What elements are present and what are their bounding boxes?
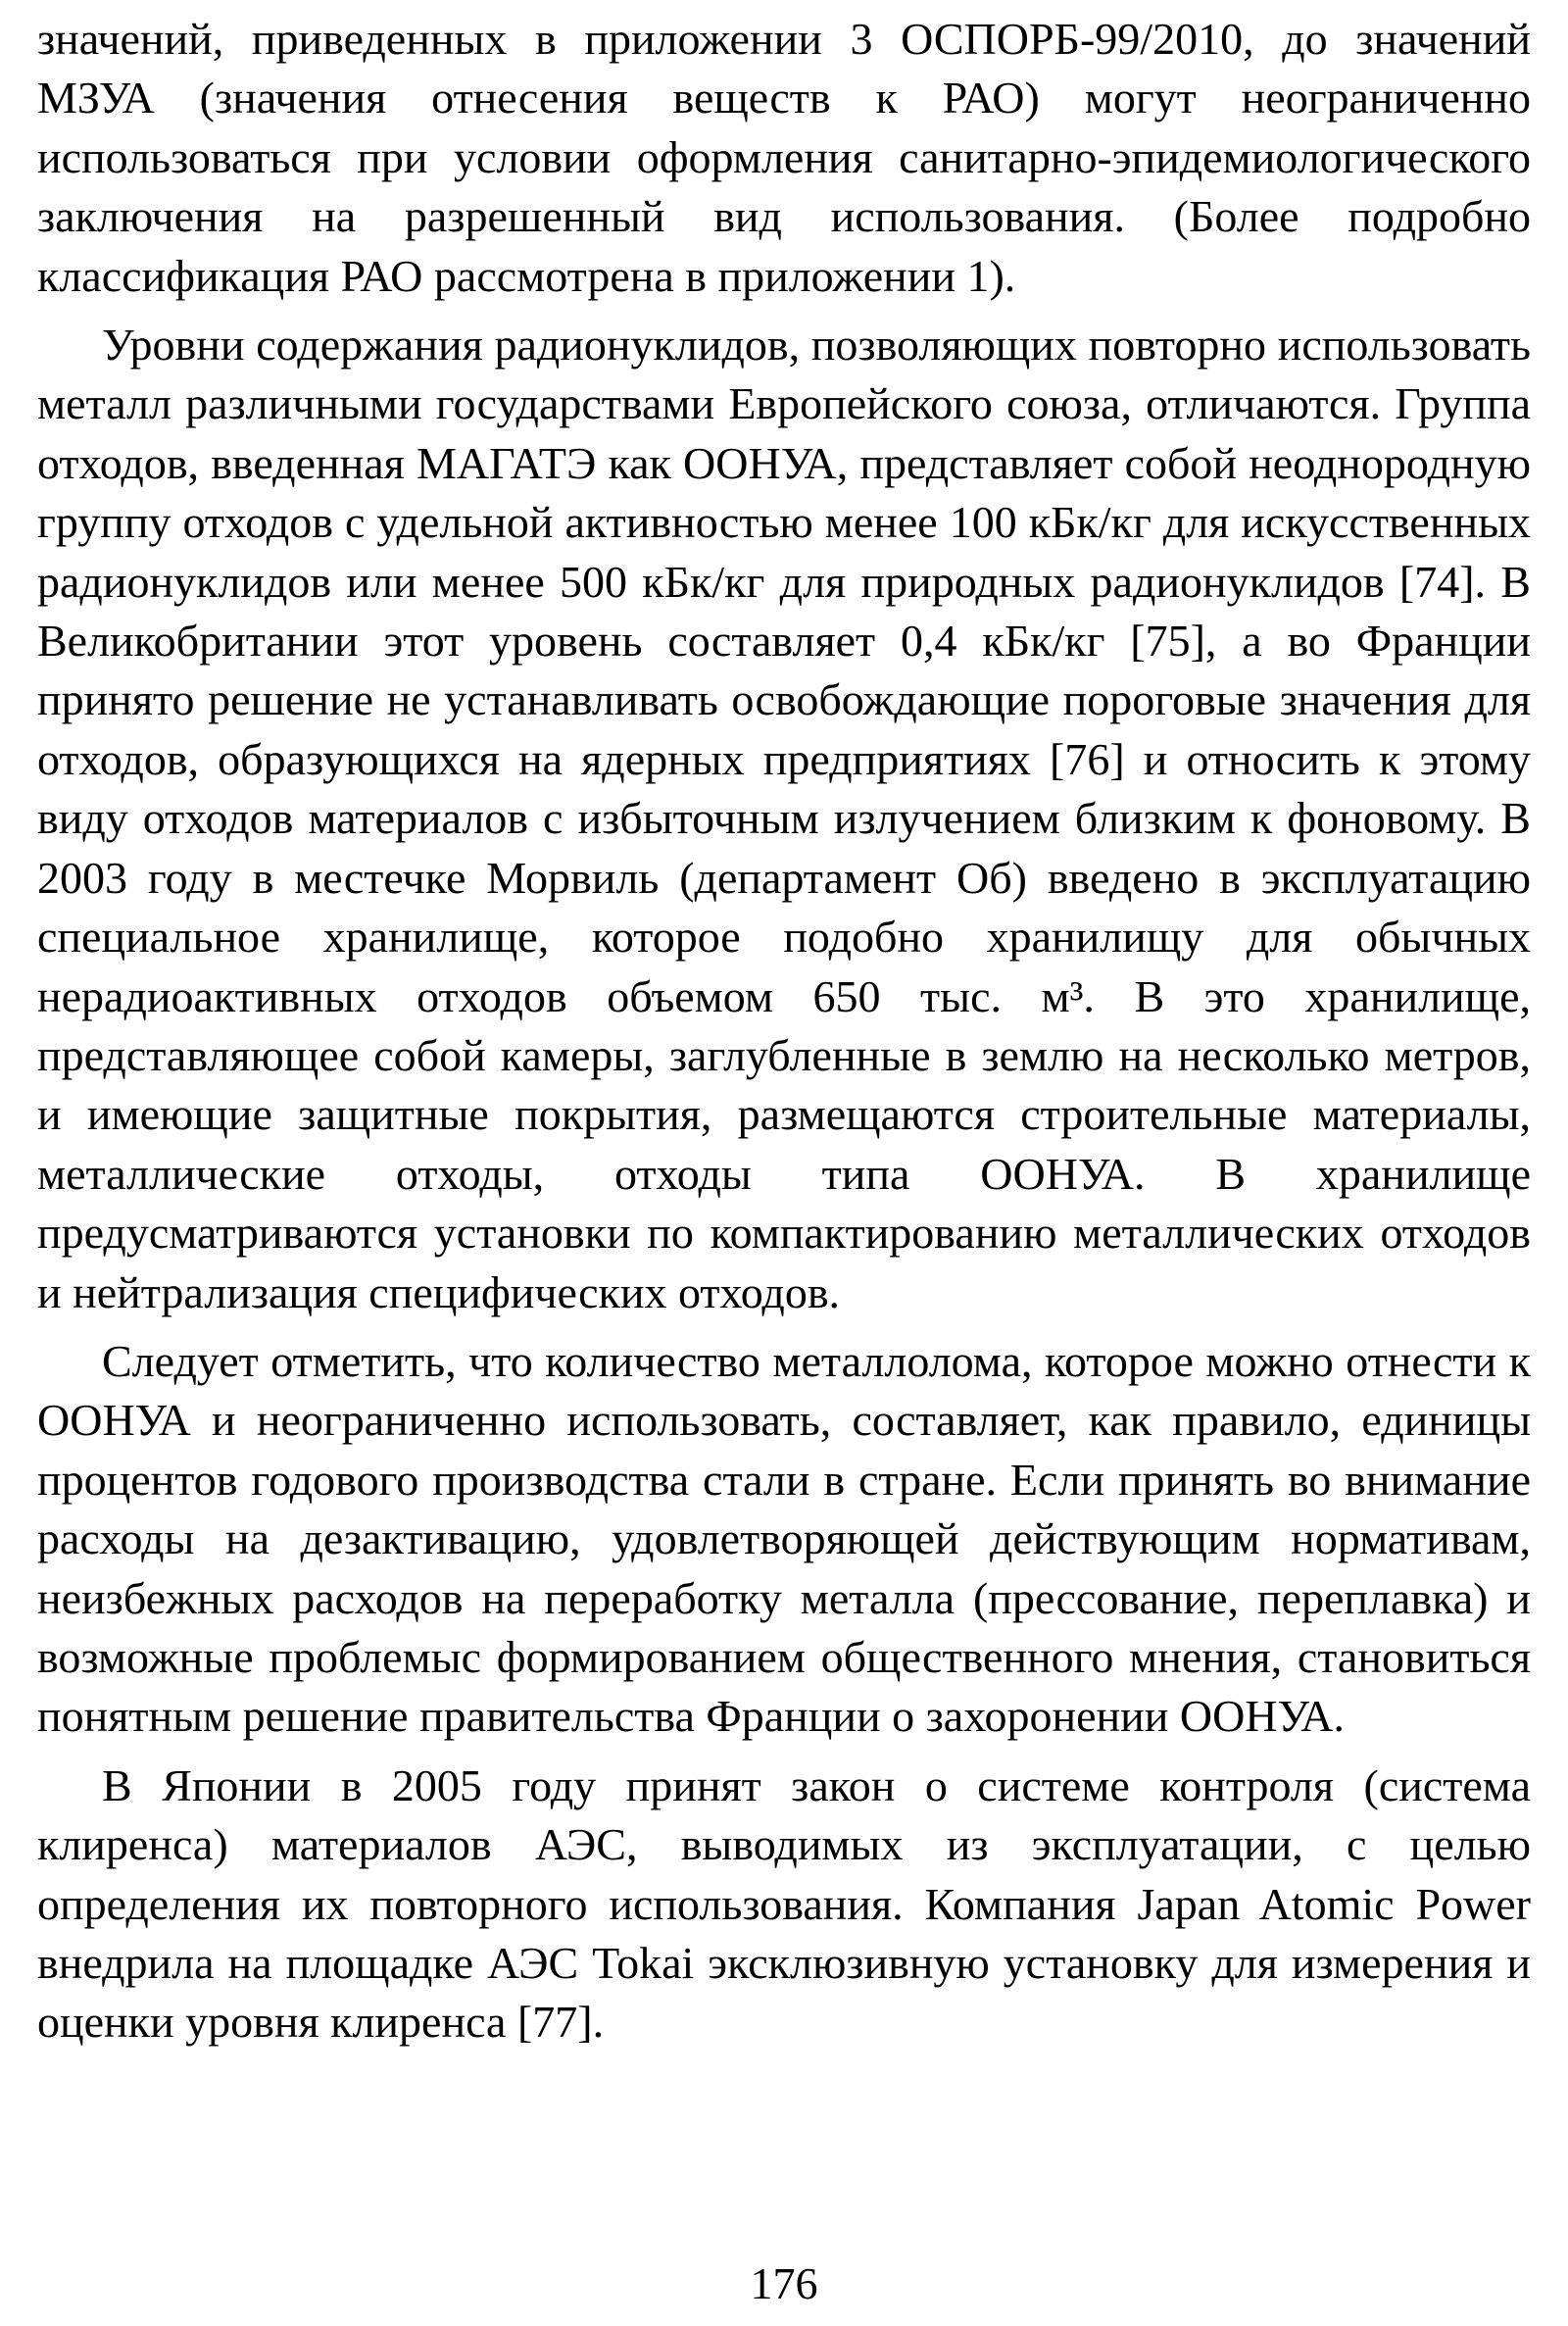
paragraph-gap bbox=[37, 1322, 1531, 1332]
paragraph-japan: В Японии в 2005 году принят закон о системе контроля (система клиренса) материалов АЭС, выводимых из эксплуатации, с целью определения их повторного использования. Компания Japan Atomic Power внедрила на площадке АЭС Tokai эксклюзивную установку для измерения и оценки уровня клиренса [77]. bbox=[37, 1759, 1531, 2048]
paragraph-eu-levels: Уровни содержания радионуклидов, позволяющих повторно использовать металл различными государствами Европейского союза, отличаются. Группа отходов, введенная МАГАТЭ как ООНУА, представляет собой неоднородную группу отходов с удельной активностью менее 100 кБк/кг для искусственных радионуклидов или менее 500 кБк/кг для природных радионуклидов [74]. В Великобритании этот уровень составляет 0,4 кБк/кг [75], а во Франции принято решение не устанавливать освобождающие пороговые значения для отходов, образующихся на ядерных предприятиях [76] и относить к этому виду отходов материалов с избыточным излучением близким к фоновому. В 2003 году в местечке Морвиль (департамент Об) введено в эксплуатацию специальное хранилище, которое подобно хранилищу для обычных нерадиоактивных отходов объемом 650 тыс. м³. В это хранилище, представляющее собой камеры, заглубленные в землю на несколько метров, и имеющие защитные покрытия, размещаются строительные материалы, металлические отходы, отходы типа ООНУА. В хранилище предусматриваются установки по компактированию металлических отходов и нейтрализация специфических отходов. bbox=[37, 320, 1531, 1317]
paragraph-scrap-metal: Следует отметить, что количество металлолома, которое можно отнести к ООНУА и неограниченно использовать, составляет, как правило, единицы процентов годового производства стали в стране. Если принять во внимание расходы на дезактивацию, удовлетворяющей действующим нормативам, неизбежных расходов на переработку металла (прессование, переплавка) и возможные проблемыс формированием общественного мнения, становиться понятным решение правительства Франции о захоронении ООНУА. bbox=[37, 1335, 1531, 1742]
page-number: 176 bbox=[750, 2258, 818, 2308]
document-page bbox=[37, 10, 1531, 2053]
paragraph-gap bbox=[37, 1747, 1531, 1757]
paragraph-continuation: значений, приведенных в приложении 3 ОСПОРБ-99/2010, до значений МЗУА (значения отнесения веществ к РАО) могут неограниченно использоваться при условии оформления санитарно-эпидемиологического заключения на разрешенный вид использования. (Более подробно классификация РАО рассмотрена в приложении 1). bbox=[37, 14, 1531, 301]
paragraph-gap bbox=[37, 306, 1531, 316]
